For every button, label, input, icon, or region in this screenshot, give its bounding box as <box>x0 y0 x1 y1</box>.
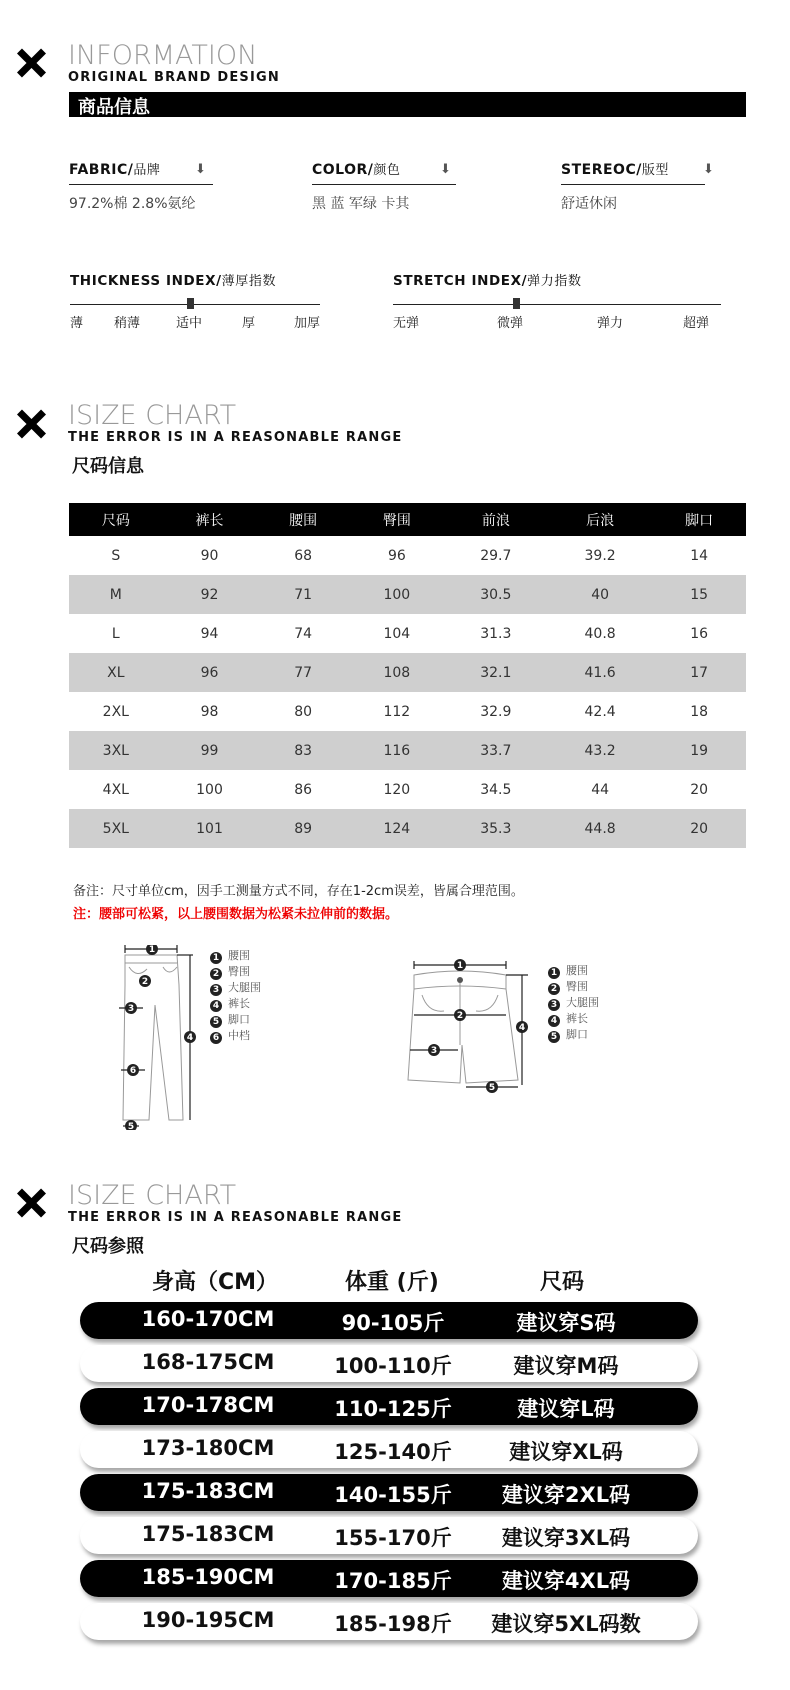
cell: 3XL <box>69 731 163 770</box>
table-row <box>69 770 746 809</box>
svg-text:2: 2 <box>456 1011 464 1021</box>
cell: 89 <box>256 809 350 848</box>
size-cn-title: 尺码信息 <box>72 456 144 477</box>
thickness-marker <box>187 298 194 309</box>
cell: 42.4 <box>584 703 616 720</box>
cell: 116 <box>350 731 444 770</box>
size-title: ISIZE CHART <box>68 400 237 431</box>
col-header-size: 尺码 <box>540 1270 585 1295</box>
cell: L <box>111 625 120 642</box>
cell: 20 <box>652 809 746 848</box>
col-header: 前浪 <box>444 503 548 536</box>
index-label-cn: 薄厚指数 <box>221 274 277 289</box>
legend-item: 5 脚口 <box>548 1027 599 1043</box>
index-label-cn: 弹力指数 <box>527 274 582 289</box>
cell: 41.6 <box>548 653 652 692</box>
cell: 4XL <box>102 781 129 798</box>
weight-cell: 110-125斤 <box>334 1397 452 1421</box>
tick: 弹力 <box>597 316 624 331</box>
table-row <box>69 809 746 848</box>
size-cell: 建议穿S码 <box>516 1311 616 1335</box>
cell: 104 <box>383 625 411 642</box>
product-info-bar <box>69 92 746 117</box>
table-row <box>69 731 746 770</box>
info-title: INFORMATION <box>68 40 258 71</box>
cell: 92 <box>163 575 257 614</box>
divider <box>312 184 456 185</box>
cell: 17 <box>652 653 746 692</box>
svg-text:4: 4 <box>186 1033 194 1043</box>
size-table <box>69 503 746 848</box>
attr-label-cn: 品牌 <box>133 163 161 178</box>
svg-text:5: 5 <box>488 1083 496 1093</box>
attr-value: 黑 蓝 军绿 卡其 <box>312 196 410 212</box>
col-header: 腰围 <box>256 503 350 536</box>
cell: 20 <box>690 781 709 798</box>
col-header-weight: 体重 (斤) <box>345 1270 439 1295</box>
legend-item: 2 臀围 <box>210 964 261 980</box>
ref-row <box>80 1603 698 1640</box>
cell: 99 <box>163 731 257 770</box>
cell: 120 <box>383 781 411 798</box>
table-row <box>69 692 746 731</box>
ref-row <box>80 1474 698 1511</box>
table-row <box>69 536 746 575</box>
index-label: STRETCH INDEX/ <box>393 273 528 289</box>
cell: 40 <box>548 575 652 614</box>
attr-color <box>312 160 456 213</box>
cell: 19 <box>652 731 746 770</box>
info-subtitle: ORIGINAL BRAND DESIGN <box>68 70 280 85</box>
cell: 39.2 <box>584 547 616 564</box>
weight-cell: 155-170斤 <box>334 1526 452 1550</box>
thickness-index <box>70 270 330 331</box>
cell: 86 <box>294 781 313 798</box>
table-row <box>69 614 746 653</box>
cell: 44 <box>591 781 610 798</box>
col-header: 尺码 <box>69 503 163 536</box>
cell: 30.5 <box>444 575 548 614</box>
legend-item: 3 大腿围 <box>548 995 599 1011</box>
cell: 34.5 <box>480 781 512 798</box>
cell: 14 <box>690 547 709 564</box>
col-header: 裤长 <box>163 503 257 536</box>
stretch-index <box>393 270 723 331</box>
cell: 15 <box>652 575 746 614</box>
ref-row <box>80 1431 698 1468</box>
pants-diagram <box>115 945 215 1130</box>
cell: XL <box>69 653 163 692</box>
col-header: 后浪 <box>548 503 652 536</box>
divider <box>69 184 213 185</box>
cell: 77 <box>256 653 350 692</box>
height-cell: 160-170CM <box>141 1307 275 1331</box>
attr-stereo <box>561 160 714 213</box>
product-info-label: 商品信息 <box>78 97 150 118</box>
cell: 101 <box>163 809 257 848</box>
size-cell: 建议穿M码 <box>513 1354 619 1378</box>
attr-value: 97.2%棉 2.8%氨纶 <box>69 196 196 212</box>
arrow-down-icon: ⬇ <box>440 162 451 177</box>
size-note: 备注：尺寸单位cm，因手工测量方式不同，存在1-2cm误差，皆属合理范围。 <box>73 884 524 899</box>
tick: 稍薄 <box>114 316 141 331</box>
cell: 108 <box>350 653 444 692</box>
ref-row <box>80 1302 698 1339</box>
tick: 厚 <box>242 316 256 331</box>
x-icon <box>16 48 46 78</box>
svg-text:1: 1 <box>148 945 156 955</box>
ref-row <box>80 1345 698 1382</box>
legend-item: 2 臀围 <box>548 979 599 995</box>
arrow-down-icon: ⬇ <box>195 162 206 177</box>
attr-label-cn: 颜色 <box>373 163 401 178</box>
svg-text:1: 1 <box>456 961 464 971</box>
cell: S <box>111 547 121 564</box>
cell: 94 <box>200 625 219 642</box>
attr-label-cn: 版型 <box>641 163 669 178</box>
weight-cell: 90-105斤 <box>341 1311 445 1335</box>
x-icon <box>16 409 46 439</box>
cell: 43.2 <box>548 731 652 770</box>
svg-text:5: 5 <box>127 1122 135 1130</box>
attr-value: 舒适休闲 <box>561 196 617 212</box>
legend-item: 6 中档 <box>210 1028 261 1044</box>
pants-illustration-icon <box>115 945 215 1130</box>
legend-item: 1 腰围 <box>210 948 261 964</box>
legend-item: 4 裤长 <box>548 1011 599 1027</box>
ref-row <box>80 1517 698 1554</box>
col-header: 臀围 <box>350 503 444 536</box>
ref-row <box>80 1388 698 1425</box>
height-cell: 173-180CM <box>141 1436 275 1460</box>
shorts-illustration-icon <box>400 955 535 1095</box>
cell: 5XL <box>69 809 163 848</box>
ref-title: ISIZE CHART <box>68 1180 237 1211</box>
cell: 74 <box>294 625 313 642</box>
col-header-height: 身高（CM） <box>152 1270 279 1295</box>
svg-text:2: 2 <box>141 977 149 987</box>
arrow-down-icon: ⬇ <box>703 162 714 177</box>
svg-text:6: 6 <box>129 1066 137 1076</box>
size-cell: 建议穿3XL码 <box>501 1526 631 1550</box>
thickness-track <box>70 304 320 305</box>
attr-label: STEREOC/ <box>561 162 642 178</box>
size-cell: 建议穿4XL码 <box>501 1569 631 1593</box>
cell: 71 <box>256 575 350 614</box>
cell: 96 <box>387 547 406 564</box>
weight-cell: 170-185斤 <box>334 1569 452 1593</box>
stretch-marker <box>513 298 520 309</box>
svg-text:4: 4 <box>518 1023 526 1033</box>
legend-item: 3 大腿围 <box>210 980 261 996</box>
tick: 超弹 <box>683 316 710 331</box>
size-cell: 建议穿L码 <box>517 1397 615 1421</box>
weight-cell: 185-198斤 <box>334 1612 452 1636</box>
table-header-row <box>69 503 746 536</box>
cell: 68 <box>294 547 313 564</box>
shorts-legend <box>548 963 599 1043</box>
tick: 微弹 <box>497 316 524 331</box>
cell: 90 <box>200 547 219 564</box>
x-icon <box>16 1188 46 1218</box>
tick: 薄 <box>70 316 84 331</box>
attr-fabric <box>69 160 213 213</box>
cell: 98 <box>200 703 219 720</box>
height-cell: 190-195CM <box>141 1608 275 1632</box>
size-cell: 建议穿XL码 <box>509 1440 623 1464</box>
size-cell: 建议穿5XL码数 <box>491 1612 641 1636</box>
size-cell: 建议穿2XL码 <box>501 1483 631 1507</box>
height-cell: 170-178CM <box>141 1393 275 1417</box>
table-row <box>69 653 746 692</box>
tick: 加厚 <box>294 316 321 331</box>
weight-cell: 100-110斤 <box>334 1354 452 1378</box>
size-subtitle: THE ERROR IS IN A REASONABLE RANGE <box>68 430 403 445</box>
ref-cn-title: 尺码参照 <box>72 1236 144 1257</box>
svg-text:3: 3 <box>127 1004 135 1014</box>
cell: 112 <box>383 703 411 720</box>
cell: 80 <box>294 703 313 720</box>
stretch-track <box>393 304 721 305</box>
col-header: 脚口 <box>652 503 746 536</box>
cell: 40.8 <box>584 625 616 642</box>
attr-label: FABRIC/ <box>69 162 134 178</box>
cell: 100 <box>196 781 223 798</box>
cell: 124 <box>350 809 444 848</box>
legend-item: 1 腰围 <box>548 963 599 979</box>
cell: 33.7 <box>444 731 548 770</box>
ref-subtitle: THE ERROR IS IN A REASONABLE RANGE <box>68 1210 403 1225</box>
cell: 35.3 <box>444 809 548 848</box>
divider <box>561 184 705 185</box>
cell: 83 <box>256 731 350 770</box>
size-note-red: 注：腰部可松紧，以上腰围数据为松紧未拉伸前的数据。 <box>73 907 399 922</box>
cell: 2XL <box>102 703 129 720</box>
cell: 29.7 <box>480 547 512 564</box>
cell: 32.1 <box>444 653 548 692</box>
pants-legend <box>210 948 261 1044</box>
height-cell: 175-183CM <box>141 1522 275 1546</box>
height-cell: 185-190CM <box>141 1565 275 1589</box>
height-cell: 168-175CM <box>141 1350 275 1374</box>
svg-text:3: 3 <box>430 1046 438 1056</box>
cell: 96 <box>163 653 257 692</box>
legend-item: 5 脚口 <box>210 1012 261 1028</box>
weight-cell: 140-155斤 <box>334 1483 452 1507</box>
cell: 18 <box>690 703 709 720</box>
shorts-diagram <box>400 955 535 1095</box>
cell: 31.3 <box>480 625 512 642</box>
tick: 适中 <box>176 316 203 331</box>
table-row <box>69 575 746 614</box>
cell: 100 <box>350 575 444 614</box>
legend-item: 4 裤长 <box>210 996 261 1012</box>
index-label: THICKNESS INDEX/ <box>70 273 222 289</box>
attr-label: COLOR/ <box>312 162 374 178</box>
tick: 无弹 <box>393 316 420 331</box>
cell: M <box>69 575 163 614</box>
height-cell: 175-183CM <box>141 1479 275 1503</box>
weight-cell: 125-140斤 <box>334 1440 452 1464</box>
cell: 44.8 <box>548 809 652 848</box>
cell: 32.9 <box>480 703 512 720</box>
ref-row <box>80 1560 698 1597</box>
cell: 16 <box>690 625 709 642</box>
